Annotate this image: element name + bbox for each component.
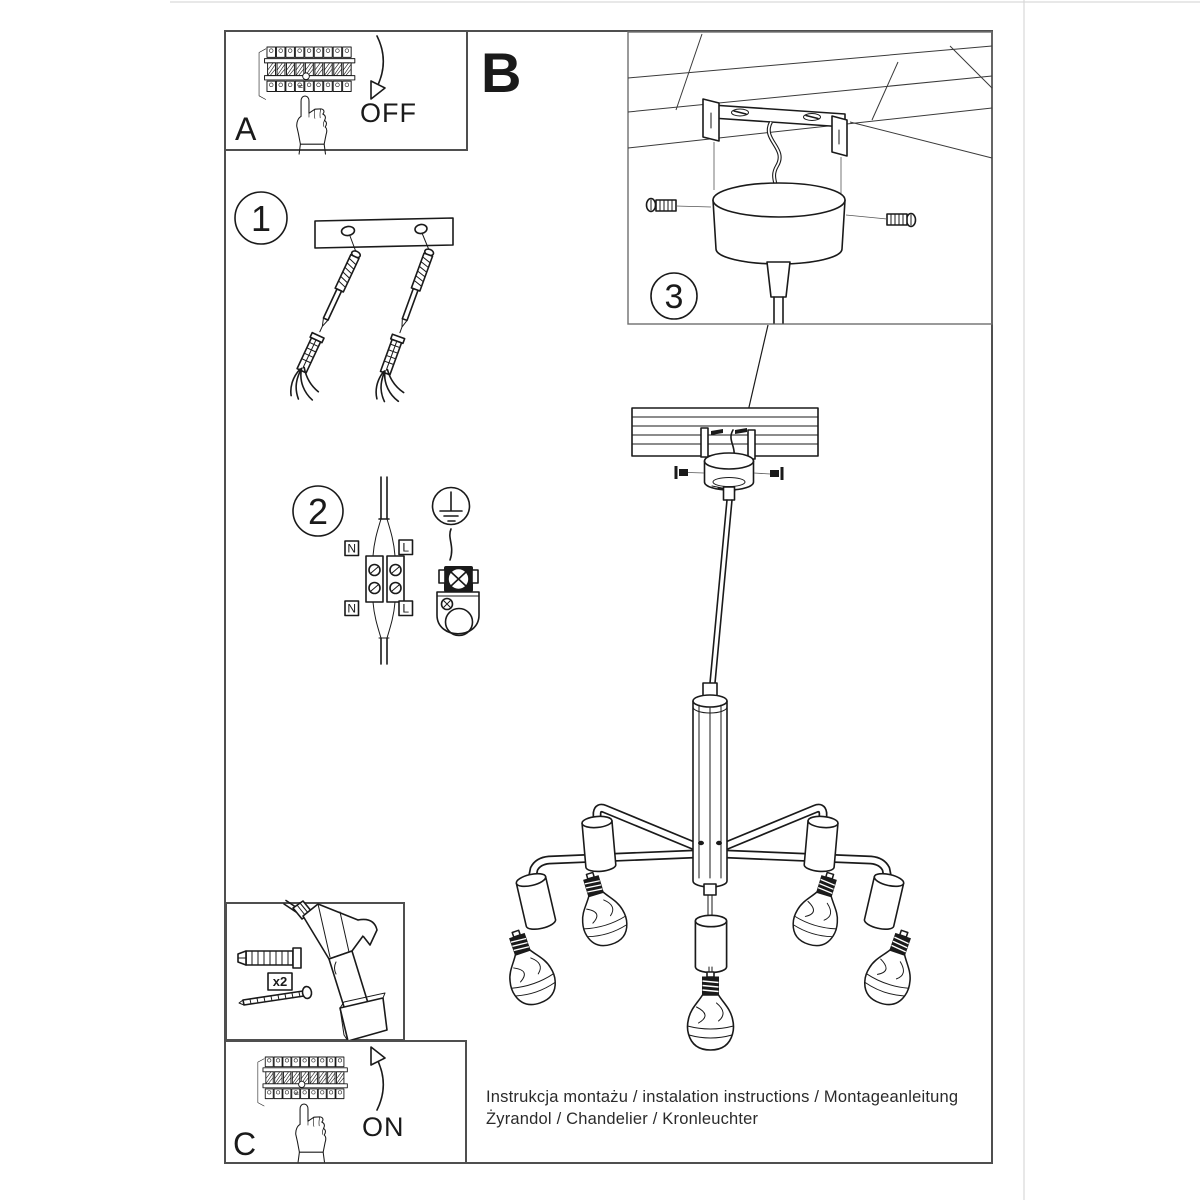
- ground-symbol-icon: [433, 488, 470, 525]
- light-bulb-icon: [788, 867, 852, 951]
- footer: [486, 1088, 958, 1128]
- suspension-cable-icon: [703, 500, 732, 697]
- light-bulb-icon: [859, 924, 926, 1010]
- light-bulb-icon: [687, 972, 733, 1050]
- step-2: [293, 477, 479, 664]
- center-column: [693, 695, 727, 921]
- lamp-socket-icon: [515, 871, 557, 931]
- lamp-socket-icon: [695, 915, 726, 972]
- panel-c-label: C: [233, 1126, 257, 1162]
- step-3: [628, 32, 992, 324]
- mounting-plate-icon: [315, 218, 453, 248]
- panel-c-box: [225, 1041, 466, 1163]
- light-bulb-icon: [494, 924, 561, 1010]
- scan-edge-lines: [170, 0, 1200, 1200]
- lamp-socket-icon: [582, 815, 617, 872]
- l-label-bottom: L: [402, 601, 410, 616]
- svg-text:1: 1: [250, 198, 272, 239]
- canopy-icon: [705, 453, 754, 500]
- n-label-top: N: [347, 541, 357, 556]
- mounting-screw-icon: [647, 199, 712, 212]
- footer-line-1: Instrukcja montażu / instalation instructions / Montageanleitung: [486, 1088, 959, 1106]
- footer-line-2: Żyrandol / Chandelier / Kronleuchter: [486, 1110, 759, 1128]
- panel-c: [225, 1041, 466, 1163]
- lamp-socket-icon: [863, 871, 905, 931]
- panel-a-label: A: [235, 111, 257, 147]
- quantity-badge: [268, 973, 292, 990]
- wall-plug-icon: [238, 948, 301, 968]
- off-label: OFF: [360, 98, 417, 128]
- terminal-block-icon: [366, 477, 404, 664]
- svg-text:3: 3: [664, 278, 684, 316]
- ceiling-bar: [632, 408, 818, 456]
- step-3-badge: [651, 273, 697, 319]
- step-1-badge: [235, 192, 287, 244]
- section-b-label: B: [481, 41, 522, 104]
- panel-a: [225, 31, 467, 154]
- hand-press-icon: [296, 1104, 326, 1162]
- svg-text:2: 2: [307, 491, 329, 532]
- step-1: [235, 192, 453, 407]
- curved-arrow-down-icon: [371, 36, 385, 99]
- chandelier-illustration: [494, 325, 926, 1050]
- circuit-breaker-icon: [258, 1057, 347, 1106]
- pendant-wire-icon: [769, 122, 780, 192]
- circuit-breaker-icon: [259, 47, 355, 99]
- mounting-screw-icon: [846, 214, 916, 227]
- step-2-badge: [293, 486, 343, 536]
- ground-terminal-icon: [437, 529, 479, 636]
- screw-anchor-icon: [370, 247, 453, 406]
- svg-text:x2: x2: [272, 974, 288, 989]
- ceiling-texture: [628, 34, 992, 158]
- curved-arrow-up-icon: [371, 1047, 385, 1110]
- tools-panel: [226, 901, 404, 1042]
- lamp-socket-icon: [804, 815, 839, 872]
- screw-anchor-icon: [284, 249, 379, 406]
- canopy-icon: [713, 183, 845, 323]
- light-bulb-icon: [569, 867, 633, 951]
- on-label: ON: [362, 1112, 405, 1142]
- l-label-top: L: [402, 540, 410, 555]
- hand-press-icon: [297, 96, 327, 154]
- drill-icon: [284, 901, 387, 1042]
- n-label-bottom: N: [347, 601, 357, 616]
